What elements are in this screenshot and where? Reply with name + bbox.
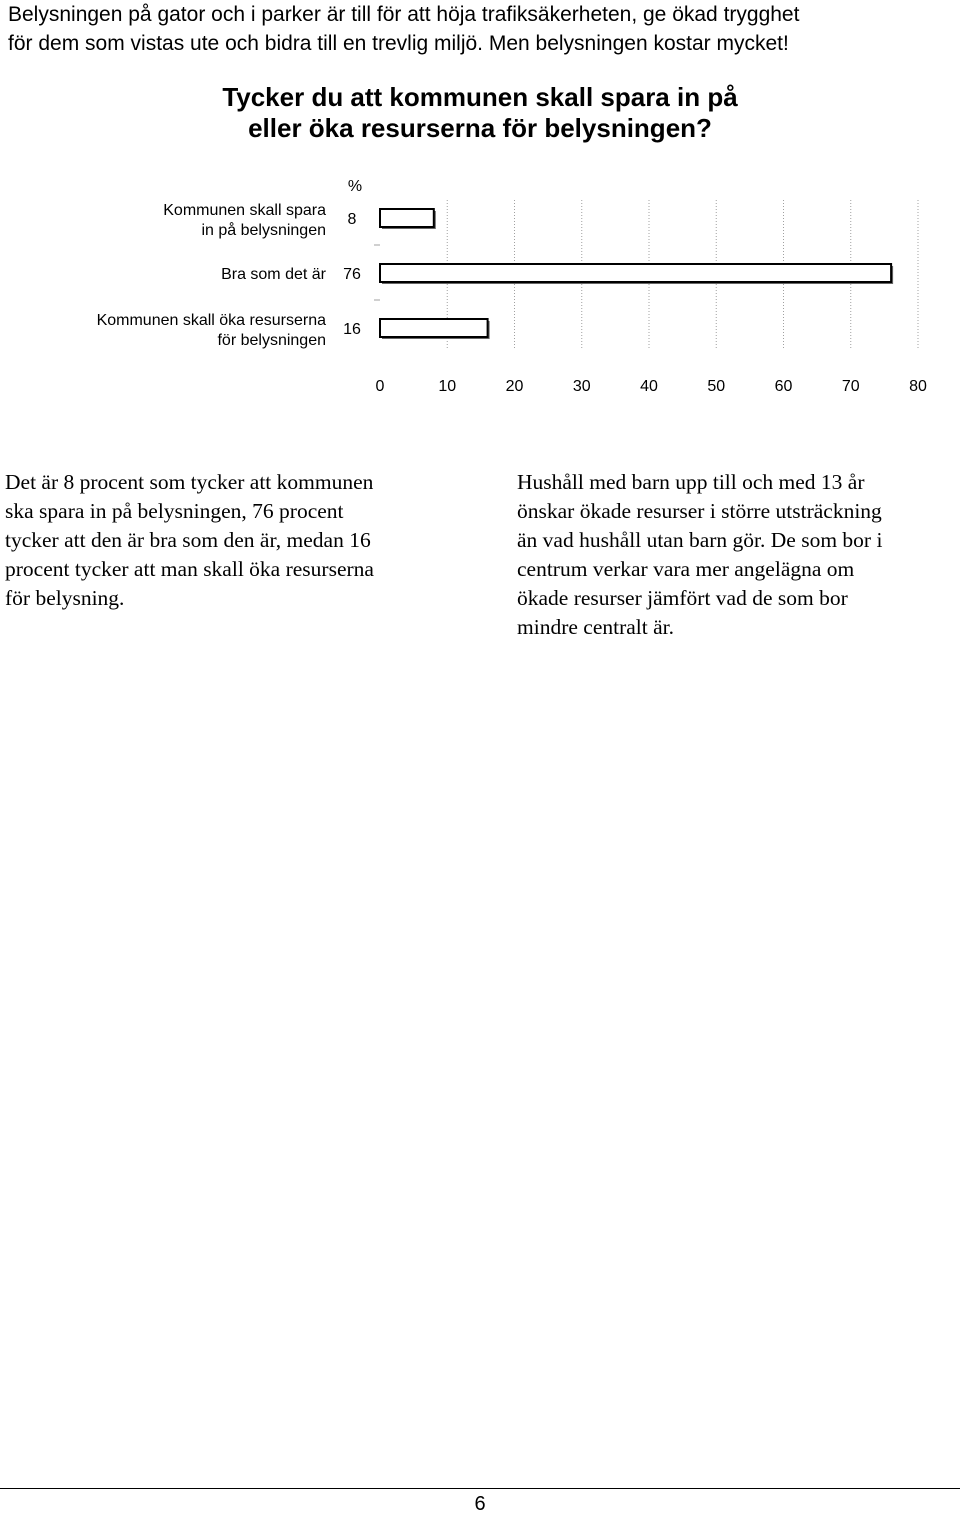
intro-line: för dem som vistas ute och bidra till en trevlig miljö. Men belysningen kostar mycket! [8, 32, 789, 55]
bar [380, 264, 891, 282]
summary-line: Hushåll med barn upp till och med 13 år [517, 470, 865, 494]
data-label: 16 [343, 321, 361, 338]
category-label: in på belysningen [201, 222, 326, 239]
data-label: 8 [347, 211, 357, 228]
intro-paragraph [8, 0, 958, 58]
tick-label: 10 [438, 378, 457, 395]
tick-label: 50 [707, 378, 726, 395]
footer-divider [0, 1488, 960, 1489]
summary-line: mindre centralt är. [517, 615, 674, 639]
tick-label: 0 [375, 378, 385, 395]
summary-line: tycker att den är bra som den är, medan 16 [5, 528, 371, 552]
summary-line: ökade resurser jämfört vad de som bor [517, 586, 848, 610]
intro-line: Belysningen på gator och i parker är till för att höja trafiksäkerheten, ge ökad trygghet [8, 3, 800, 26]
summary-column-right [517, 468, 957, 642]
category-label: Kommunen skall öka resurserna [96, 312, 326, 329]
tick-label: 80 [909, 378, 927, 395]
tick-label: 70 [841, 378, 860, 395]
bar-chart [0, 160, 960, 410]
category-label: Bra som det är [221, 266, 326, 283]
summary-line: procent tycker att man skall öka resurserna [5, 557, 374, 581]
summary-line: ska spara in på belysningen, 76 procent [5, 499, 344, 523]
page-number: 6 [474, 1493, 486, 1515]
tick-label: 40 [640, 378, 658, 395]
summary-line: för belysning. [5, 586, 125, 610]
data-label: 76 [343, 266, 361, 283]
summary-line: centrum verkar vara mer angelägna om [517, 557, 855, 581]
bar [380, 319, 488, 337]
summary-line: önskar ökade resurser i större utsträckning [517, 499, 882, 523]
chart-title-line: eller öka resurserna för belysningen? [248, 113, 712, 143]
tick-label: 30 [572, 378, 591, 395]
bar [380, 209, 434, 227]
chart-title-line: Tycker du att kommunen skall spara in på [222, 82, 738, 112]
tick-label: 20 [505, 378, 524, 395]
category-label: för belysningen [217, 332, 326, 349]
tick-label: 60 [774, 378, 793, 395]
summary-column-left [5, 468, 445, 613]
value-header: % [347, 178, 363, 195]
summary-line: Det är 8 procent som tycker att kommunen [5, 470, 374, 494]
summary-line: än vad hushåll utan barn gör. De som bor i [517, 528, 883, 552]
category-label: Kommunen skall spara [163, 202, 326, 219]
chart-title [0, 82, 960, 144]
